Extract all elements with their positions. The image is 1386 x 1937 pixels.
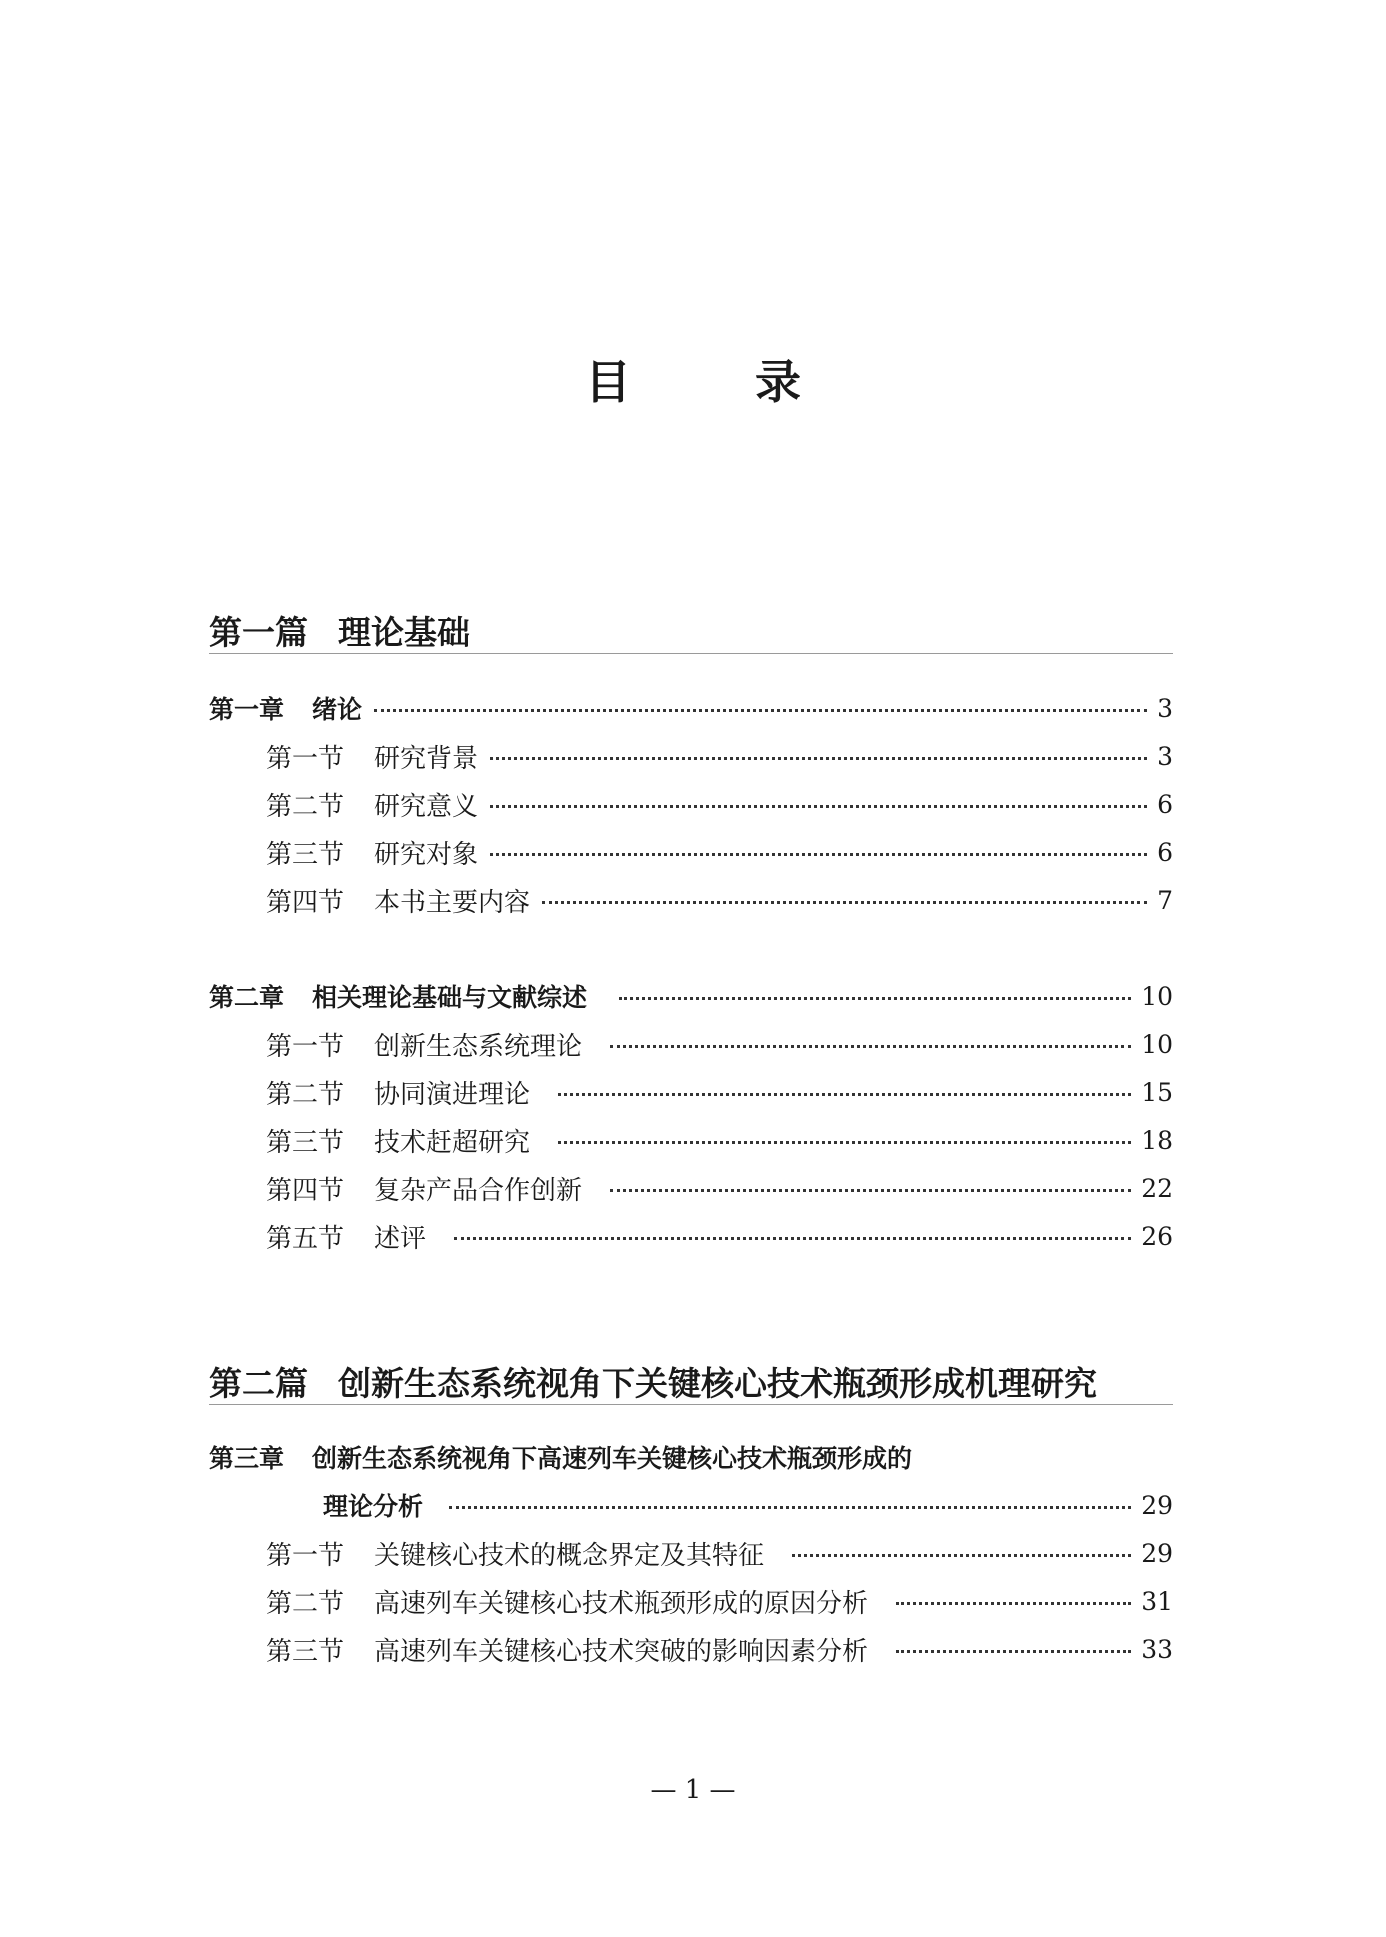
section-number: 第二节: [266, 1079, 345, 1110]
chapter-number: 第二章: [209, 983, 285, 1012]
page-number: 29: [1141, 1490, 1173, 1520]
chapter-title: 绪论: [312, 695, 363, 724]
page-number: 18: [1141, 1125, 1173, 1155]
section-number: 第一节: [266, 743, 345, 774]
toc-chapter-1[interactable]: [209, 691, 1173, 725]
section-title: 高速列车关键核心技术瓶颈形成的原因分析: [374, 1588, 869, 1619]
section-number: 第四节: [266, 1175, 345, 1206]
section-title: 研究背景: [374, 743, 479, 774]
toc-section[interactable]: [209, 1219, 1173, 1253]
chapter-title: 创新生态系统视角下高速列车关键核心技术瓶颈形成的: [312, 1444, 913, 1473]
dot-leader: [792, 1554, 1131, 1557]
section-title: 关键核心技术的概念界定及其特征: [374, 1540, 765, 1571]
section-title: 述评: [374, 1223, 427, 1254]
toc-section[interactable]: [209, 1171, 1173, 1205]
toc-section[interactable]: [209, 787, 1173, 821]
chapter-number: 第一章: [209, 695, 285, 724]
page-number: 6: [1157, 789, 1173, 819]
section-title: 技术赶超研究: [374, 1127, 531, 1158]
toc-section[interactable]: [209, 1075, 1173, 1109]
toc-chapter-3-line2[interactable]: [209, 1488, 1173, 1522]
section-number: 第二节: [266, 791, 345, 822]
section-number: 第三节: [266, 839, 345, 870]
page-number: 10: [1141, 981, 1173, 1011]
chapter-title-continued: 理论分析: [323, 1492, 424, 1521]
section-number: 第四节: [266, 887, 345, 918]
section-number: 第一节: [266, 1540, 345, 1571]
toc-section[interactable]: [209, 739, 1173, 773]
page-number: 26: [1141, 1221, 1173, 1251]
chapter-number: 第三章: [209, 1444, 285, 1473]
toc-section[interactable]: [209, 1632, 1173, 1666]
dot-leader: [610, 1045, 1131, 1048]
dot-leader: [542, 901, 1147, 904]
toc-section[interactable]: [209, 883, 1173, 917]
page-number: 7: [1157, 885, 1173, 915]
section-title: 创新生态系统理论: [374, 1031, 583, 1062]
part-title: 创新生态系统视角下关键核心技术瓶颈形成机理研究: [338, 1364, 1097, 1403]
page-number: 33: [1141, 1634, 1173, 1664]
section-title: 高速列车关键核心技术突破的影响因素分析: [374, 1636, 869, 1667]
dot-leader: [490, 853, 1147, 856]
page-number: 29: [1141, 1538, 1173, 1568]
toc-chapter-2[interactable]: [209, 979, 1173, 1013]
dot-leader: [374, 709, 1147, 712]
chapter-title: 相关理论基础与文献综述: [312, 983, 588, 1012]
page-number: 3: [1157, 741, 1173, 771]
section-title: 复杂产品合作创新: [374, 1175, 583, 1206]
toc-chapter-3-line1[interactable]: [209, 1440, 912, 1474]
section-title: 研究对象: [374, 839, 479, 870]
toc-section[interactable]: [209, 835, 1173, 869]
section-number: 第五节: [266, 1223, 345, 1254]
part-number: 第二篇: [209, 1364, 308, 1403]
page-number: 6: [1157, 837, 1173, 867]
page-number: 10: [1141, 1029, 1173, 1059]
page-number: 31: [1141, 1586, 1173, 1616]
page-number: 3: [1157, 693, 1173, 723]
dot-leader: [490, 805, 1147, 808]
page-number: 15: [1141, 1077, 1173, 1107]
dot-leader: [490, 757, 1147, 760]
toc-section[interactable]: [209, 1584, 1173, 1618]
dot-leader: [449, 1506, 1131, 1509]
toc-section[interactable]: [209, 1123, 1173, 1157]
part-number: 第一篇: [209, 613, 308, 652]
dot-leader: [610, 1189, 1131, 1192]
section-number: 第三节: [266, 1127, 345, 1158]
page-folio: — 1 —: [650, 1775, 736, 1805]
page-number: 22: [1141, 1173, 1173, 1203]
dot-leader: [454, 1237, 1131, 1240]
dot-leader: [619, 997, 1131, 1000]
dot-leader: [896, 1602, 1131, 1605]
part-heading-1: [209, 613, 1173, 654]
dot-leader: [558, 1093, 1131, 1096]
part-heading-2: [209, 1364, 1173, 1405]
part-title: 理论基础: [338, 613, 470, 652]
section-title: 本书主要内容: [374, 887, 531, 918]
section-number: 第一节: [266, 1031, 345, 1062]
toc-section[interactable]: [209, 1536, 1173, 1570]
section-title: 研究意义: [374, 791, 479, 822]
section-number: 第二节: [266, 1588, 345, 1619]
section-number: 第三节: [266, 1636, 345, 1667]
toc-section[interactable]: [209, 1027, 1173, 1061]
page-title: 目 录: [584, 355, 855, 409]
dot-leader: [558, 1141, 1131, 1144]
section-title: 协同演进理论: [374, 1079, 531, 1110]
dot-leader: [896, 1650, 1131, 1653]
